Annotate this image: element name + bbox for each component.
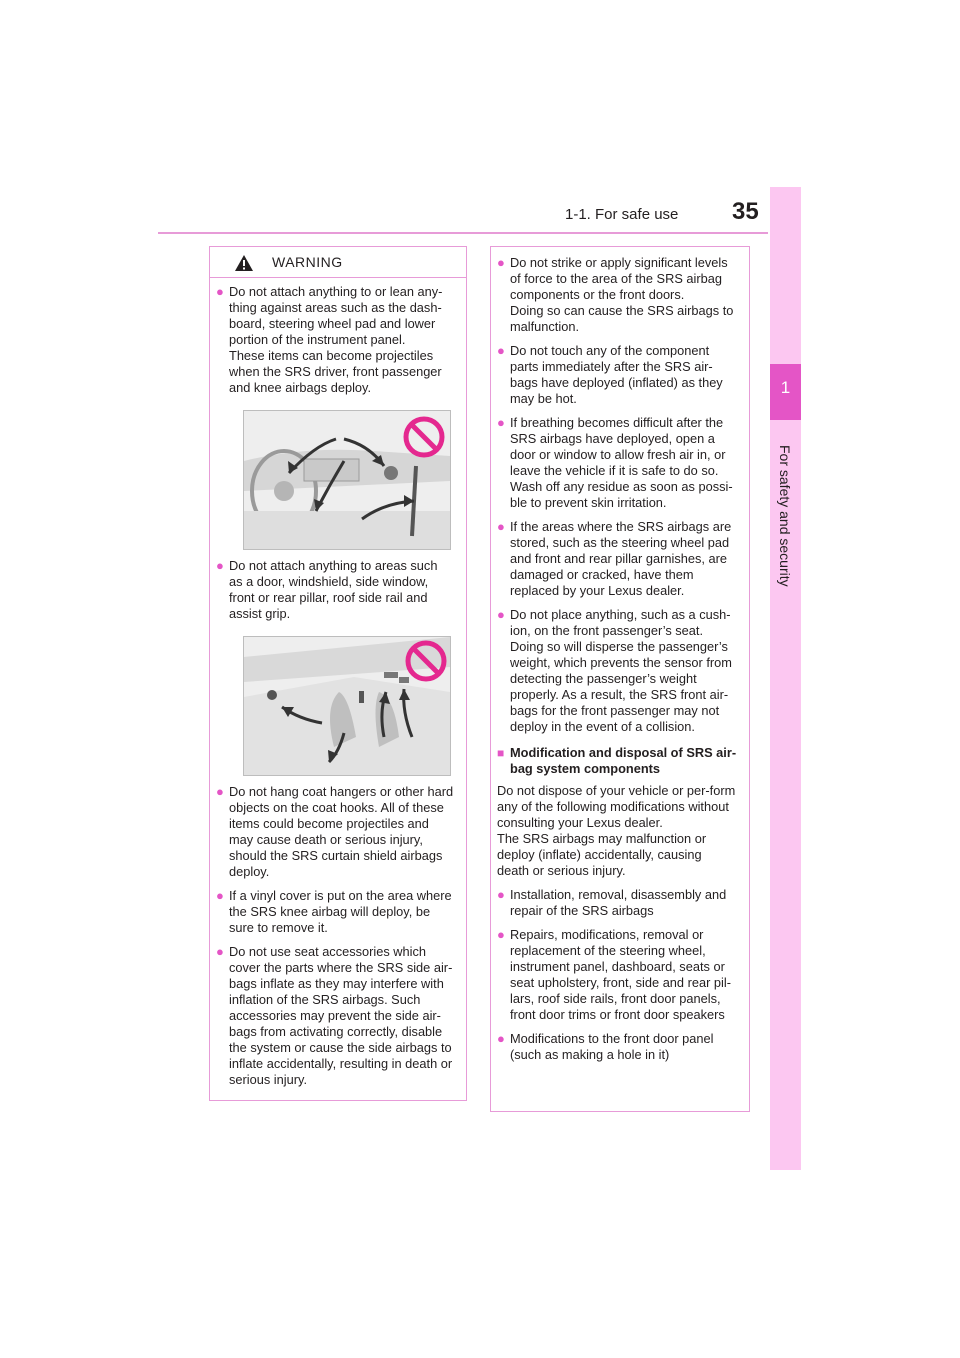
warning-item (216, 784, 454, 880)
warning-box-right (490, 246, 750, 1112)
warning-item (216, 284, 454, 396)
warning-item (497, 1031, 737, 1063)
item-text: Do not touch any of the component parts immediately after the SRS air-bags have deployed (inflated) as they may be hot. (510, 343, 723, 406)
dashboard-illustration-svg (244, 411, 450, 549)
item-text: Do not attach anything to areas such as a door, windshield, side window, front or rear pillar, roof side rail and assist grip. (229, 558, 438, 621)
warning-item (497, 887, 737, 919)
warning-triangle-icon (234, 254, 254, 272)
section-heading-text: Modification and disposal of SRS air-bag system components (510, 745, 737, 776)
item-text: Doing so can cause the SRS airbags to malfunction. (510, 303, 734, 334)
bullet-icon: ● (497, 255, 505, 270)
warning-title: WARNING (272, 254, 343, 270)
bullet-icon: ● (497, 519, 505, 534)
warning-item (497, 343, 737, 407)
bullet-icon: ● (216, 284, 224, 299)
warning-header (210, 247, 466, 278)
warning-item (216, 944, 454, 1088)
section-heading (497, 745, 737, 777)
bullet-icon: ● (497, 607, 505, 622)
warning-item (497, 927, 737, 1023)
chapter-number: 1 (780, 378, 791, 397)
item-text: Do not use seat accessories which cover the parts where the SRS side air-bags inflate as they may interfere with inflation of the SRS airbags. Such accessories may prevent the side air-bags from activating correctly, disable the system or cause the side airbags to inflate accidentally, resulting in death or serious injury. (229, 944, 453, 1087)
item-text: Doing so will disperse the passenger’s weight, which prevents the sensor from detecting the passenger’s weight properly. As a result, the SRS front air-bags for the front passenger may not deploy in the event of a collision. (510, 639, 732, 734)
bullet-icon: ● (497, 927, 505, 942)
warning-item (497, 519, 737, 599)
bullet-icon: ● (216, 888, 224, 903)
item-text: Modifications to the front door panel (such as making a hole in it) (510, 1031, 714, 1062)
item-text: Installation, removal, disassembly and repair of the SRS airbags (510, 887, 727, 918)
item-text: Do not hang coat hangers or other hard objects on the coat hooks. All of these items could become projectiles and may cause death or serious injury, should the SRS curtain shield airbags deploy. (229, 784, 454, 879)
square-bullet-icon: ■ (497, 746, 505, 760)
interior-airbag-illustration (243, 636, 451, 776)
warning-item (497, 255, 737, 335)
chapter-number-box (770, 364, 801, 420)
bullet-icon: ● (497, 343, 505, 358)
chapter-title: For safety and security (777, 445, 793, 587)
interior-illustration-svg (244, 637, 450, 775)
bullet-icon: ● (216, 784, 224, 799)
section-title: 1-1. For safe use (565, 206, 679, 223)
item-text: These items can become projectiles when the SRS driver, front passenger and knee airbags deploy. (229, 348, 442, 395)
section-paragraph: Do not dispose of your vehicle or per-form any of the following modifications without consulting your Lexus dealer. (497, 783, 736, 830)
item-text: If a vinyl cover is put on the area where the SRS knee airbag will deploy, be sure to remove it. (229, 888, 452, 935)
warning-box-left (209, 246, 467, 1101)
item-text: Do not place anything, such as a cush-ion, on the front passenger’s seat. (510, 607, 731, 638)
item-text: If the areas where the SRS airbags are stored, such as the steering wheel pad and front and rear pillar garnishes, are damaged or cracked, have them replaced by your Lexus dealer. (510, 519, 732, 598)
bullet-icon: ● (216, 944, 224, 959)
warning-item (497, 607, 737, 735)
page-number: 35 (732, 198, 759, 225)
chapter-side-tab (770, 187, 801, 1170)
item-text: Repairs, modifications, removal or replacement of the steering wheel, instrument panel, dashboard, seats or seat upholstery, front, side and rear pil-lars, roof side rails, front door panels, front door trims or front door speakers (510, 927, 731, 1022)
warning-item (216, 558, 454, 622)
item-text: If breathing becomes difficult after the SRS airbags have deployed, open a door or window to allow fresh air in, or leave the vehicle if it is safe to do so. Wash off any residue as soon as possi-ble to prevent skin irritation. (510, 415, 733, 510)
warning-item (497, 415, 737, 511)
bullet-icon: ● (216, 558, 224, 573)
bullet-icon: ● (497, 415, 505, 430)
bullet-icon: ● (497, 1031, 505, 1046)
header-divider (158, 232, 768, 234)
item-text: Do not attach anything to or lean any-thing against areas such as the dash-board, steering wheel pad and lower portion of the instrument panel. (229, 284, 443, 347)
item-text: Do not strike or apply significant levels of force to the area of the SRS airbag components or the front doors. (510, 255, 728, 302)
warning-item (216, 888, 454, 936)
dashboard-airbag-illustration (243, 410, 451, 550)
bullet-icon: ● (497, 887, 505, 902)
section-paragraph: The SRS airbags may malfunction or deploy (inflate) accidentally, causing death or serious injury. (497, 831, 707, 878)
